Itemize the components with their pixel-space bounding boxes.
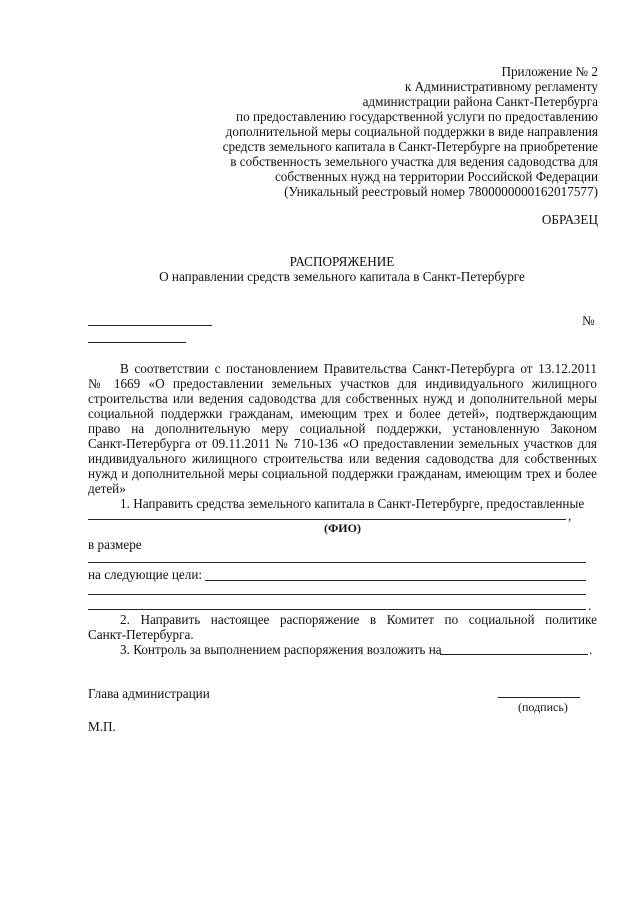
signature-caption: (подпись) — [518, 700, 568, 714]
item-2: 2. Направить настоящее распоряжение в Комитет по социальной политике — [120, 612, 597, 627]
preamble-line: № 1669 «О предоставлении земельных участков для индивидуального жилищного — [88, 376, 597, 391]
purpose-field-line-3 — [88, 609, 586, 610]
fio-comma: , — [568, 508, 572, 523]
header-line: в собственность земельного участка для ведения садоводства для — [230, 154, 598, 169]
header-line: (Уникальный реестровый номер 7800000000162017577) — [284, 184, 598, 199]
purpose-label: на следующие цели: — [88, 567, 203, 582]
preamble-line: социальной поддержки гражданам, имеющим трех и более детей», подтверждающим — [88, 406, 597, 421]
item-3: 3. Контроль за выполнением распоряжения возложить на — [120, 642, 442, 657]
preamble-line: В соответствии с постановлением Правительства Санкт-Петербурга от 13.12.2011 — [120, 361, 597, 376]
purpose-field-line-2 — [88, 594, 586, 595]
header-line: средств земельного капитала в Санкт-Петербурге на приобретение — [222, 139, 598, 154]
date-line — [88, 325, 212, 326]
number-sign: № — [582, 313, 595, 328]
header-line: администрации района Санкт-Петербурга — [362, 94, 598, 109]
date-line-2 — [88, 342, 186, 343]
responsible-field-line — [440, 654, 588, 655]
header-line: дополнительной меры социальной поддержки в виде направления — [225, 124, 598, 139]
amount-label: в размере — [88, 537, 142, 552]
preamble-line: индивидуального жилищного строительства или ведения садоводства для собственных — [88, 451, 597, 466]
header-line: собственных нужд на территории Российской Федерации — [274, 169, 598, 184]
item-1: 1. Направить средства земельного капитала в Санкт-Петербурге, предоставленные — [120, 496, 585, 511]
header-line: Приложение № 2 — [501, 64, 598, 79]
signature-line — [498, 697, 580, 698]
item-2-continued: Санкт-Петербурга. — [88, 627, 194, 642]
preamble-line: нужд и дополнительной меры социальной поддержки гражданам, имеющим трех и более — [88, 466, 597, 481]
preamble-line: строительства или ведения садоводства для собственных нужд и дополнительной меры — [88, 391, 597, 406]
preamble-line: Санкт-Петербурга от 09.11.2011 № 710-136 «О предоставлении земельных участков для — [88, 436, 597, 451]
preamble-line: детей» — [88, 481, 126, 496]
fio-field-line — [88, 519, 566, 520]
item-3-period: . — [589, 642, 593, 657]
preamble-line: право на дополнительную меру социальной поддержки, установленную Законом — [88, 421, 597, 436]
document-title: РАСПОРЯЖЕНИЕ — [289, 254, 395, 269]
fio-caption: (ФИО) — [324, 521, 361, 535]
stamp-place: М.П. — [88, 719, 116, 734]
header-line: к Административному регламенту — [404, 79, 598, 94]
head-of-administration: Глава администрации — [88, 686, 210, 701]
purpose-field-line — [205, 580, 586, 581]
amount-field-line — [88, 562, 586, 563]
document-subtitle: О направлении средств земельного капитала в Санкт-Петербурге — [159, 269, 525, 284]
purpose-period: . — [588, 598, 592, 613]
header-line: по предоставлению государственной услуги по предоставлению — [236, 109, 598, 124]
sample-label: ОБРАЗЕЦ — [541, 212, 598, 227]
